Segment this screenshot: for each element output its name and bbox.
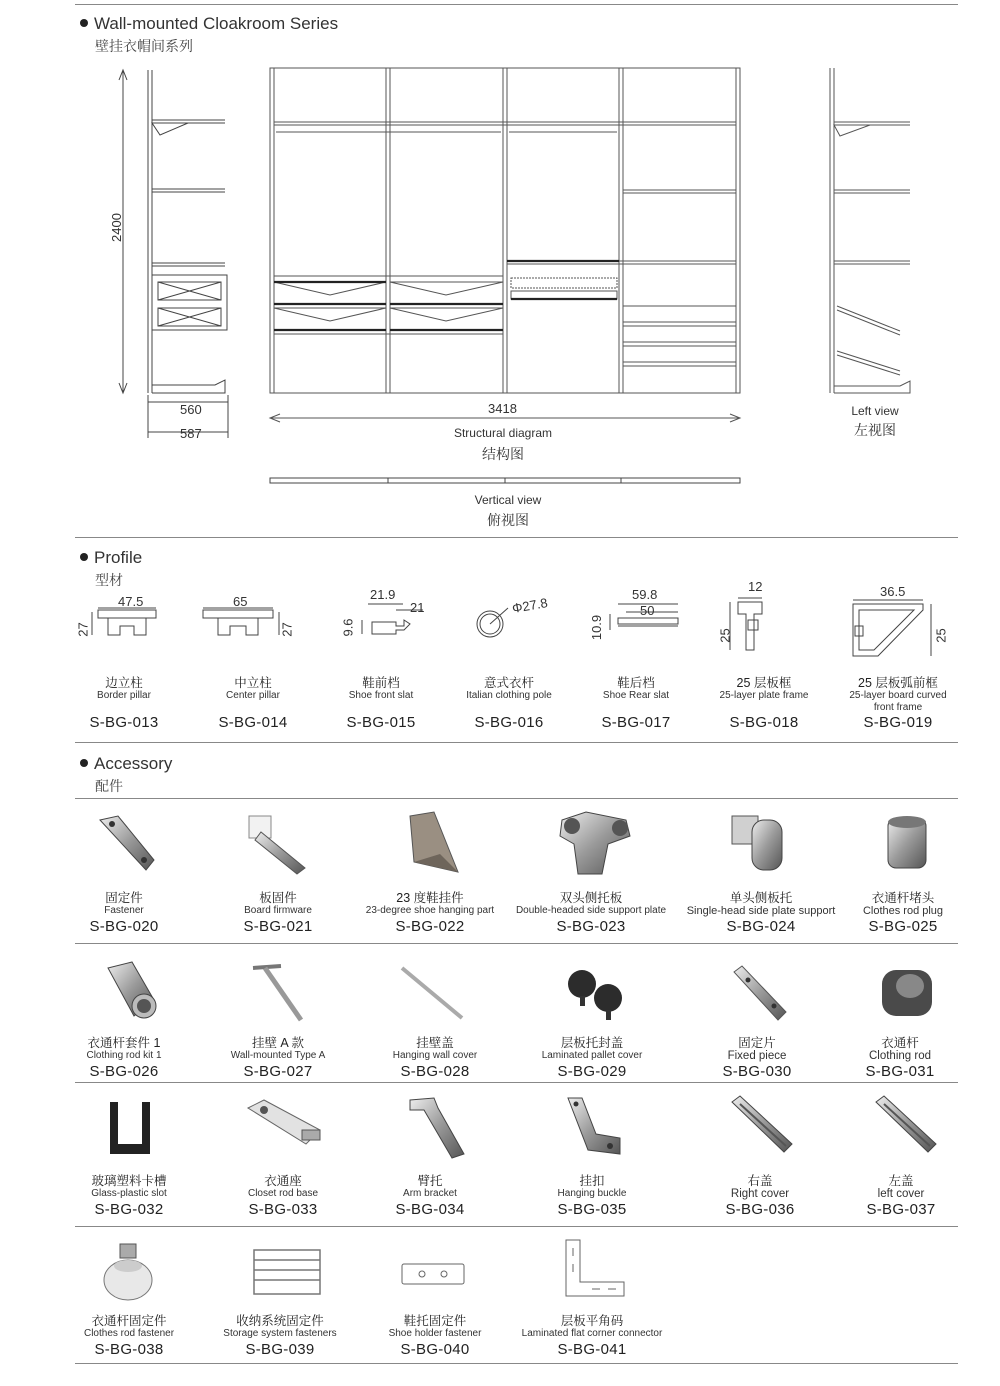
profile-014-width: 65 — [233, 594, 248, 609]
accessory-item: 右盖 Right cover S-BG-036 — [725, 1174, 795, 1218]
clothing-rod-icon — [876, 962, 938, 1022]
bullet-icon — [80, 19, 88, 27]
profile-015-w1: 21.9 — [370, 587, 396, 602]
hanging-buckle-icon — [562, 1094, 628, 1162]
shoe-holder-icon — [398, 1258, 468, 1292]
accessory-item: 衣通杆固定件 Clothes rod fastener S-BG-038 — [83, 1314, 175, 1358]
fixed-piece-icon — [730, 962, 790, 1024]
profile-018-height: 25 — [717, 628, 733, 643]
profile-item: 鞋后档 Shoe Rear slat S-BG-017 — [601, 676, 671, 731]
section-title-profile: Profile — [80, 548, 142, 568]
accessory-item: 板固件 Board firmware S-BG-021 — [243, 891, 313, 935]
left-view-drawing — [825, 66, 920, 401]
profile-018-width: 12 — [748, 579, 763, 594]
arm-bracket-icon — [404, 1094, 468, 1162]
profile-013-width: 47.5 — [118, 594, 144, 609]
accessory-item: 衣通座 Closet rod base S-BG-033 — [247, 1174, 319, 1218]
rod-base-icon — [244, 1096, 328, 1154]
accessory-item: 衣通杆 Clothing rod S-BG-031 — [865, 1036, 935, 1080]
accessory-item: 衣通杆堵头 Clothes rod plug S-BG-025 — [862, 891, 944, 935]
profile-017-w2: 50 — [640, 603, 655, 618]
single-support-icon — [722, 810, 792, 878]
section-subtitle-wall: 壁挂衣帽间系列 — [95, 38, 193, 54]
profile-015-height: 9.6 — [340, 618, 356, 637]
profile-017-w1: 59.8 — [632, 587, 658, 602]
structural-label-cn: 结构图 — [482, 446, 524, 462]
profile-item: 意式衣杆 Italian clothing pole S-BG-016 — [466, 676, 552, 731]
profile-item: 25 层板框 25-layer plate frame S-BG-018 — [719, 676, 809, 731]
rod-fastener-icon — [100, 1240, 156, 1304]
accessory-item: 23 度鞋挂件 23-degree shoe hanging part S-BG-022 — [365, 891, 495, 935]
section-title-wall: Wall-mounted Cloakroom Series — [80, 14, 338, 34]
right-cover-icon — [726, 1094, 796, 1156]
accessory-item: 鞋托固定件 Shoe holder fastener S-BG-040 — [388, 1314, 482, 1358]
accessory-item: 挂壁盖 Hanging wall cover S-BG-028 — [392, 1036, 478, 1080]
accessory-item: 固定片 Fixed piece S-BG-030 — [722, 1036, 792, 1080]
board-firmware-icon — [245, 812, 315, 877]
accessory-item: 层板托封盖 Laminated pallet cover S-BG-029 — [541, 1036, 643, 1080]
profile-item: 25 层板弧前框 25-layer board curved front frame S-BG-019 — [849, 676, 947, 731]
section-subtitle-profile: 型材 — [95, 572, 123, 588]
accessory-item: 臂托 Arm bracket S-BG-034 — [395, 1174, 465, 1218]
vertical-view-label-en: Vertical view — [474, 493, 542, 507]
profile-item: 边立柱 Border pillar S-BG-013 — [89, 676, 159, 731]
section-title-accessory: Accessory — [80, 754, 172, 774]
storage-fastener-icon — [248, 1244, 328, 1302]
row-divider — [75, 1226, 958, 1227]
fastener-icon — [92, 812, 162, 877]
left-cover-icon — [870, 1094, 940, 1156]
depth-dim-1: 560 — [180, 402, 202, 417]
wall-cover-icon — [398, 962, 468, 1024]
row-divider — [75, 943, 958, 944]
double-support-icon — [556, 808, 636, 880]
side-section-drawing — [100, 60, 250, 450]
rod-plug-icon — [882, 812, 932, 874]
row-divider — [75, 1082, 958, 1083]
vertical-view-drawing — [268, 476, 744, 486]
accessory-item: 挂壁 A 款 Wall-mounted Type A S-BG-027 — [230, 1036, 326, 1080]
height-dim: 2400 — [108, 213, 124, 242]
accessory-top-divider — [75, 798, 958, 799]
accessory-item: 左盖 left cover S-BG-037 — [866, 1174, 936, 1218]
corner-connector-icon — [560, 1236, 630, 1308]
profile-item: 鞋前档 Shoe front slat S-BG-015 — [346, 676, 416, 731]
wall-type-a-icon — [245, 958, 315, 1026]
structural-diagram — [268, 66, 744, 436]
top-divider — [75, 4, 958, 5]
left-view-label-cn: 左视图 — [854, 422, 896, 438]
pallet-cover-icon — [562, 962, 632, 1022]
profile-013-height: 27 — [75, 622, 91, 637]
bullet-icon — [80, 759, 88, 767]
width-dim: 3418 — [488, 401, 517, 416]
section-subtitle-accessory: 配件 — [95, 778, 123, 794]
depth-dim-2: 587 — [180, 426, 202, 441]
profile-divider — [75, 537, 958, 538]
accessory-item: 玻璃塑料卡槽 Glass-plastic slot S-BG-032 — [91, 1174, 167, 1218]
profile-015-w2: 21 — [410, 600, 425, 615]
shoe-hanger-icon — [400, 810, 470, 875]
profile-014-height: 27 — [279, 622, 295, 637]
vertical-view-label-cn: 俯视图 — [487, 512, 529, 528]
profile-019-width: 36.5 — [880, 584, 906, 599]
accessory-item: 挂扣 Hanging buckle S-BG-035 — [557, 1174, 627, 1218]
bottom-divider — [75, 1363, 958, 1364]
accessory-item: 固定件 Fastener S-BG-020 — [89, 891, 159, 935]
left-view-label-en: Left view — [851, 404, 899, 418]
accessory-divider — [75, 742, 958, 743]
profile-016-dia: Φ27.8 — [510, 595, 549, 616]
profile-019-height: 25 — [933, 628, 949, 643]
accessory-item: 单头侧板托 Single-head side plate support S-BG-024 — [686, 891, 836, 935]
accessory-item: 层板平角码 Laminated flat corner connector S-BG-041 — [521, 1314, 663, 1358]
bullet-icon — [80, 553, 88, 561]
rod-kit-icon — [98, 960, 158, 1022]
profile-item: 中立柱 Center pillar S-BG-014 — [218, 676, 288, 731]
structural-label-en: Structural diagram — [453, 426, 553, 440]
glass-slot-icon — [102, 1096, 158, 1162]
accessory-item: 双头侧托板 Double-headed side support plate S-BG-023 — [515, 891, 667, 935]
profile-017-height: 10.9 — [589, 614, 605, 641]
accessory-item: 衣通杆套件 1 Clothing rod kit 1 S-BG-026 — [86, 1036, 162, 1080]
accessory-item: 收纳系统固定件 Storage system fasteners S-BG-039 — [223, 1314, 337, 1358]
